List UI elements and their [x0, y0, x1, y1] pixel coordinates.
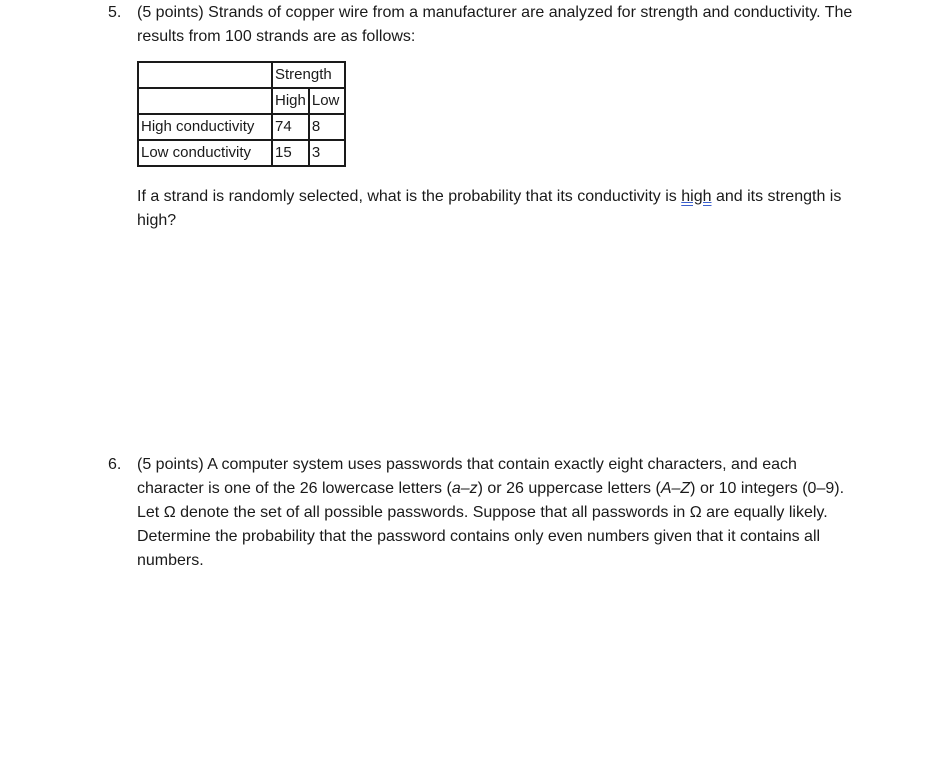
- q6-text-c: ) or 10 integers (0–9). Let Ω denote the set of all possible passwords. Suppose that all passwords in Ω are equally likely. Determine the probability that the password contains only even numbers given that it contains all numbers.: [137, 480, 845, 569]
- cell-value: 3: [309, 140, 345, 166]
- q6-range-uppercase: A–Z: [660, 480, 691, 497]
- table-row: [138, 140, 345, 166]
- table-corner-cell: [138, 62, 272, 88]
- table-header-row-2: [138, 88, 345, 114]
- col-high-header: High: [272, 88, 309, 114]
- col-low-header: Low: [309, 88, 345, 114]
- followup-underlined-word: high: [681, 188, 712, 205]
- question-6-number: 6.: [108, 456, 122, 473]
- followup-text-2: and its strength is high?: [137, 188, 842, 229]
- question-6-body: [137, 453, 868, 573]
- question-5-followup: [137, 185, 868, 233]
- table-row: [138, 114, 345, 140]
- strength-header: Strength: [272, 62, 345, 88]
- question-5: [108, 1, 868, 233]
- question-6: [108, 453, 868, 573]
- cell-value: 74: [272, 114, 309, 140]
- cell-value: 15: [272, 140, 309, 166]
- table-header-row-1: [138, 62, 345, 88]
- cell-value: 8: [309, 114, 345, 140]
- strength-conductivity-table: [137, 61, 346, 167]
- question-5-prompt: (5 points) Strands of copper wire from a manufacturer are analyzed for strength and conductivity. The results from 100 strands are as follows:: [137, 4, 853, 45]
- row-label: Low conductivity: [138, 140, 272, 166]
- table-corner-cell-2: [138, 88, 272, 114]
- q6-range-lowercase: a–z: [451, 480, 478, 497]
- q6-text-a: (5 points) A computer system uses passwords that contain exactly eight characters, and each character is one of the 26 lowercase letters (: [137, 456, 797, 497]
- followup-text-1: If a strand is randomly selected, what is the probability that its conductivity is: [137, 188, 682, 205]
- question-5-number: 5.: [108, 4, 122, 21]
- question-6-prompt: [137, 453, 868, 573]
- question-5-body: [137, 1, 868, 233]
- q6-text-b: ) or 26 uppercase letters (: [477, 480, 661, 497]
- row-label: High conductivity: [138, 114, 272, 140]
